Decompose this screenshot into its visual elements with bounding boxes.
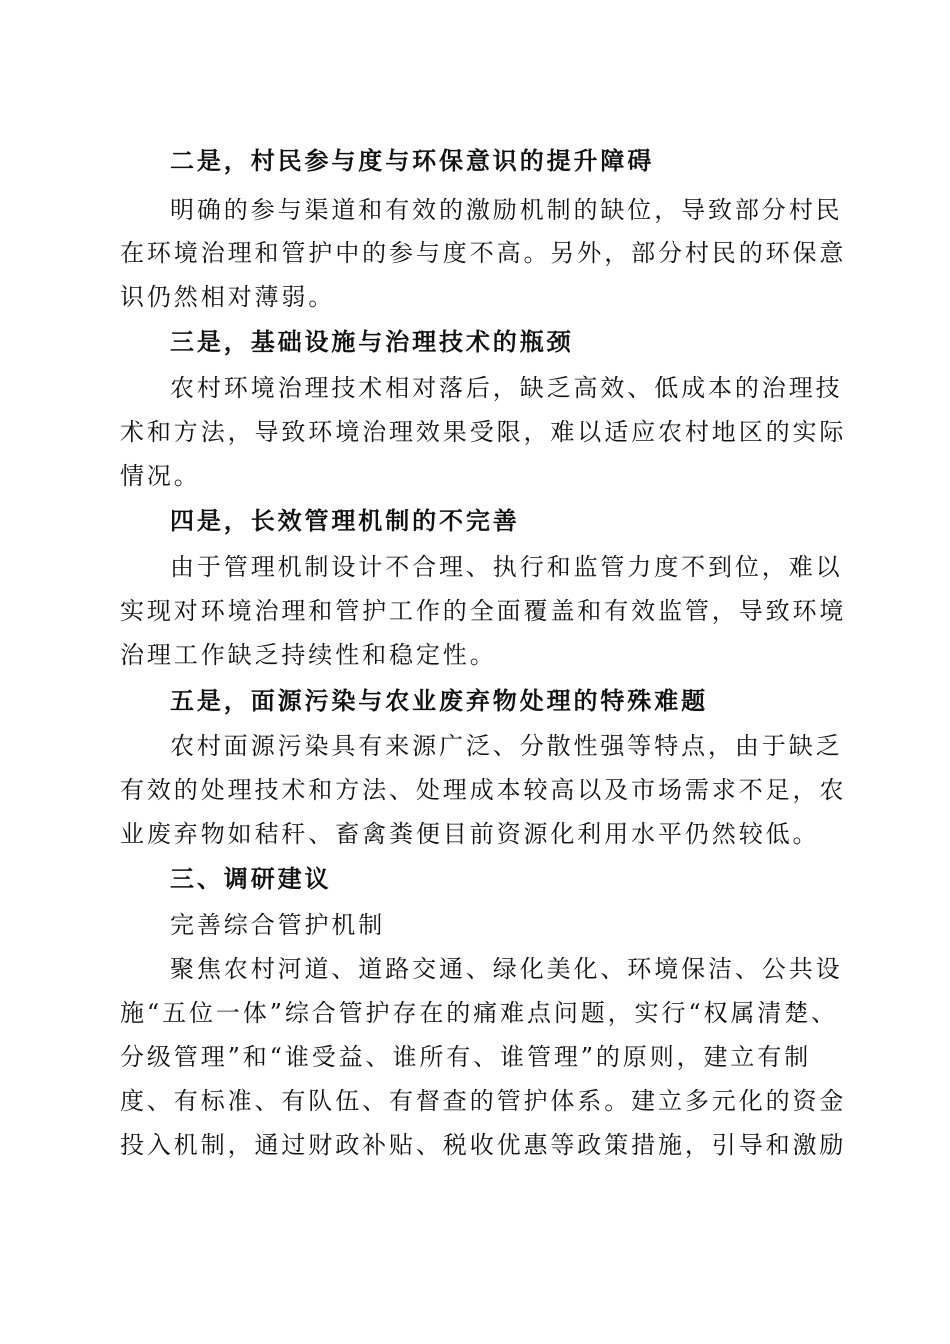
paragraph-line: 有效的处理技术和方法、处理成本较高以及市场需求不足，农: [120, 776, 847, 804]
paragraph-line: 聚焦农村河道、道路交通、绿化美化、环境保洁、公共设: [170, 955, 843, 983]
paragraph-line: 术和方法，导致环境治理效果受限，难以适应农村地区的实际: [120, 418, 847, 446]
section-heading: 三是，基础设施与治理技术的瓶颈: [170, 327, 574, 356]
paragraph-line: 在环境治理和管护中的参与度不高。另外，部分村民的环保意: [120, 239, 847, 267]
paragraph-line: 业废弃物如秸秆、畜禽粪便目前资源化利用水平仍然较低。: [120, 820, 820, 848]
paragraph-line: 分级管理”和“谁受益、谁所有、谁管理”的原则，建立有制: [120, 1043, 812, 1071]
paragraph-line: 情况。: [120, 462, 201, 490]
paragraph-line: 施“五位一体”综合管护存在的痛难点问题，实行“权属清楚、: [120, 999, 839, 1027]
paragraph-line: 由于管理机制设计不合理、执行和监管力度不到位，难以: [170, 553, 843, 581]
section-heading: 四是，长效管理机制的不完善: [170, 506, 520, 535]
section-heading: 二是，村民参与度与环保意识的提升障碍: [170, 146, 655, 175]
paragraph-line: 治理工作缺乏持续性和稳定性。: [120, 641, 497, 669]
paragraph-line: 投入机制，通过财政补贴、税收优惠等政策措施，引导和激励: [120, 1131, 847, 1159]
paragraph-line: 明确的参与渠道和有效的激励机制的缺位，导致部分村民: [170, 196, 843, 224]
paragraph-line: 农村环境治理技术相对落后，缺乏高效、低成本的治理技: [170, 374, 843, 402]
subsection-title: 完善综合管护机制: [170, 911, 386, 939]
paragraph-line: 度、有标准、有队伍、有督查的管护体系。建立多元化的资金: [120, 1087, 847, 1115]
section-heading: 五是，面源污染与农业废弃物处理的特殊难题: [170, 686, 708, 715]
paragraph-line: 识仍然相对薄弱。: [120, 283, 336, 311]
chapter-title: 三、调研建议: [170, 864, 332, 893]
paragraph-line: 农村面源污染具有来源广泛、分散性强等特点，由于缺乏: [170, 732, 843, 760]
paragraph-line: 实现对环境治理和管护工作的全面覆盖和有效监管，导致环境: [120, 597, 847, 625]
